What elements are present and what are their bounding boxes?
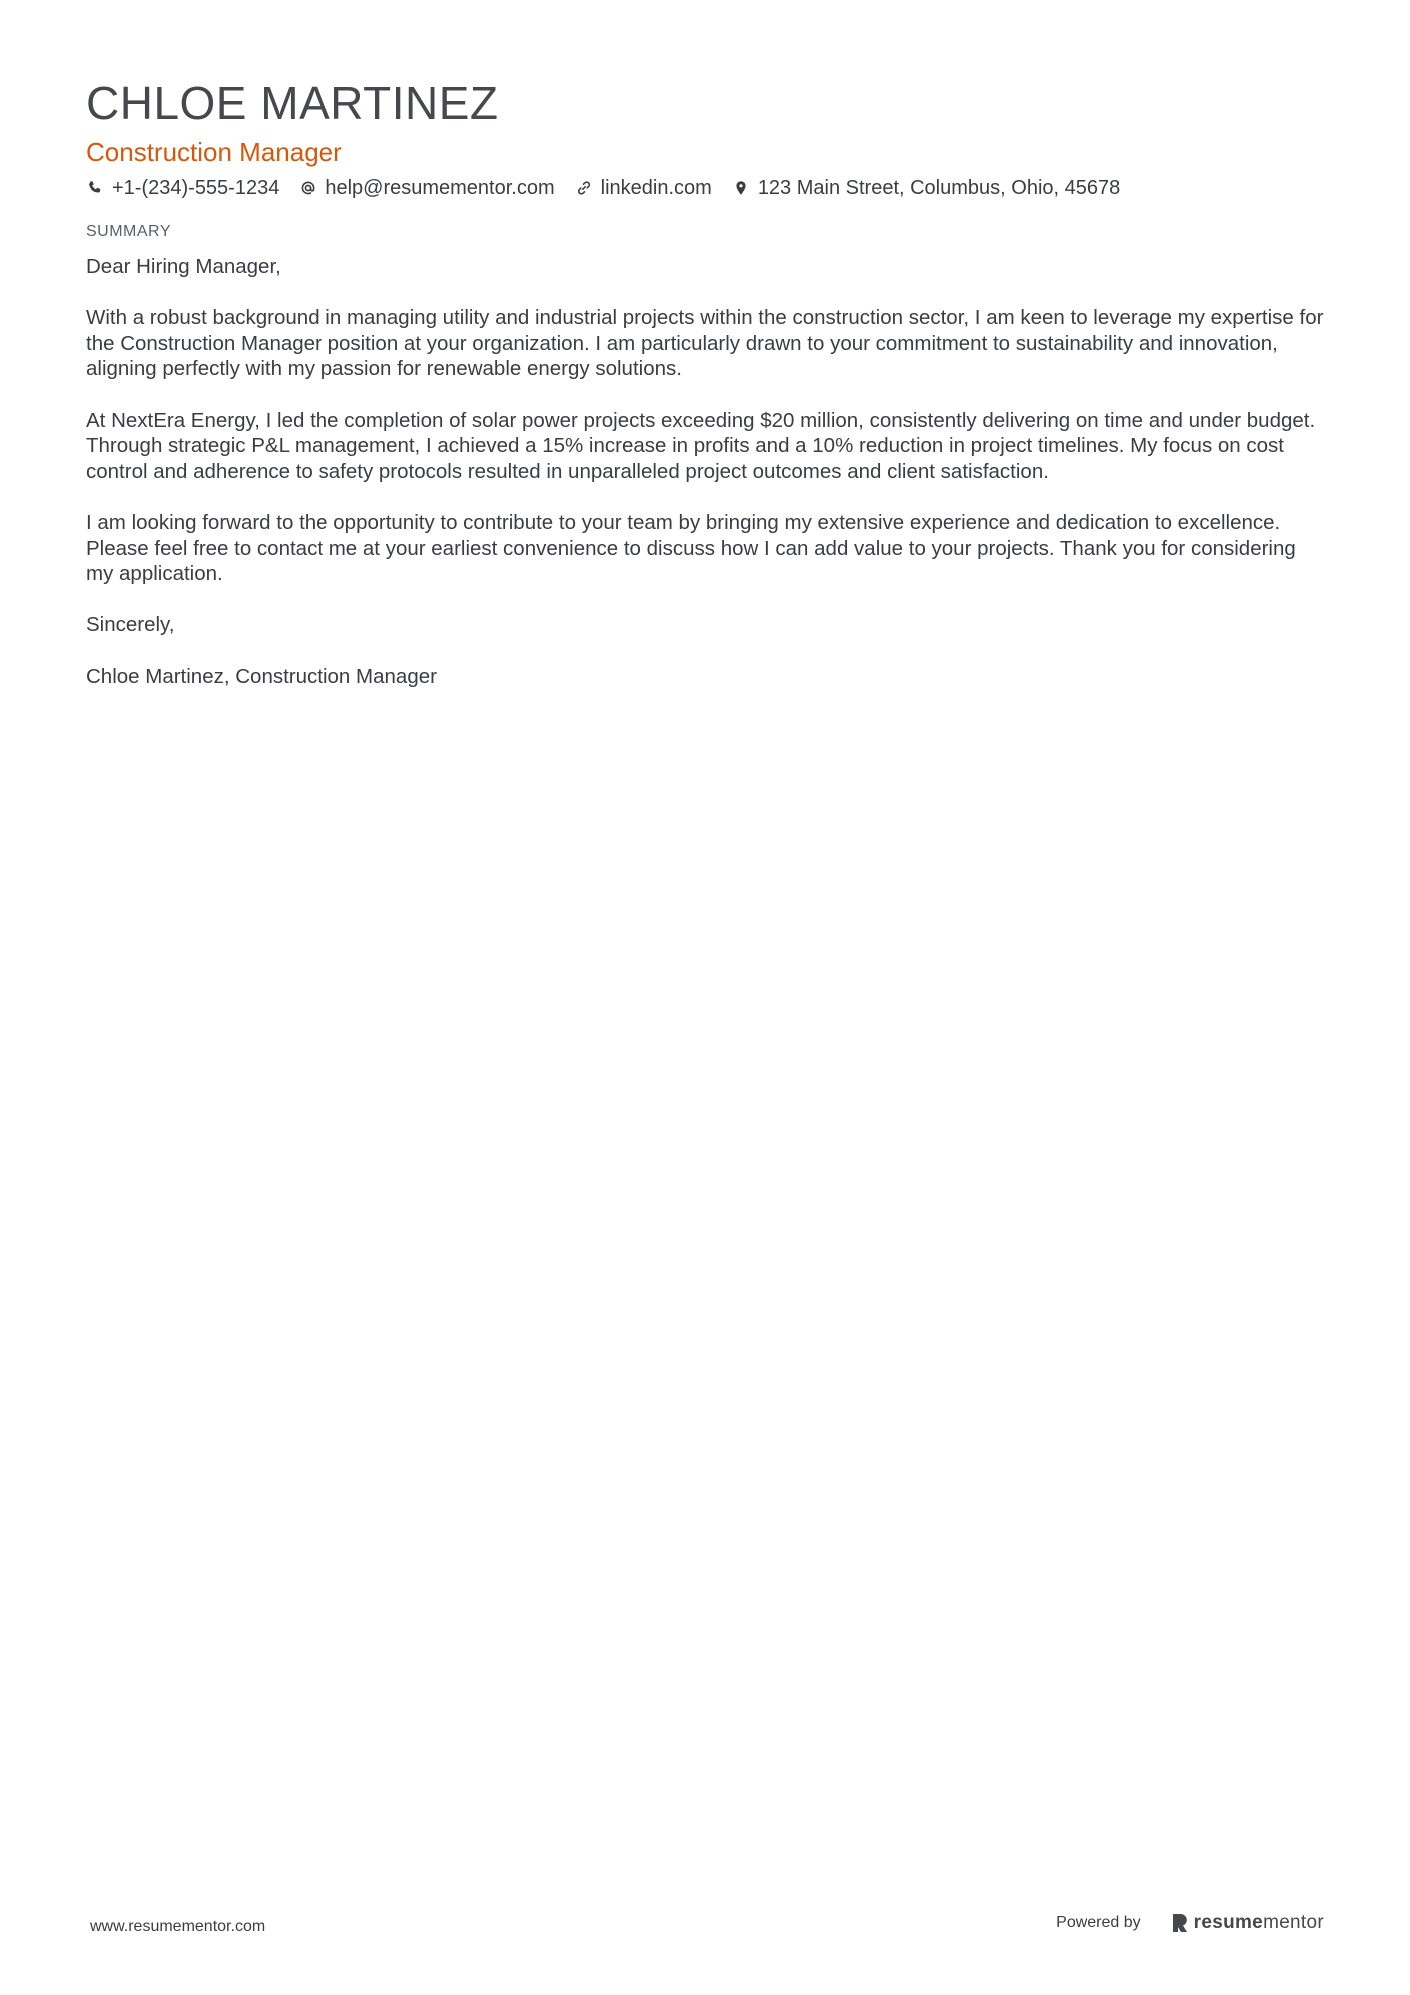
- summary-section: [86, 222, 1324, 715]
- powered-by-label: Powered by: [1056, 1914, 1141, 1931]
- brand-name-rest: mentor: [1263, 1912, 1324, 1933]
- candidate-role: Construction Manager: [86, 137, 342, 167]
- address-text: 123 Main Street, Columbus, Ohio, 45678: [757, 177, 1121, 199]
- email-text: help@resumementor.com: [325, 177, 555, 199]
- candidate-name: CHLOE MARTINEZ: [86, 77, 499, 129]
- location-pin-icon: [732, 179, 750, 197]
- contact-email[interactable]: [299, 174, 554, 202]
- resumementor-logo-icon: [1171, 1912, 1189, 1934]
- contact-address: [732, 174, 1120, 202]
- letter-paragraph: At NextEra Energy, I led the completion of solar power projects exceeding $20 million, consistently delivering on time and under budget. Through strategic P&L management, I achieved a 15% increase in profits and a 10% reduction in project timelines. My focus on cost control and adherence to safety protocols resulted in unparalleled project outcomes and client satisfaction.: [86, 408, 1316, 483]
- closing: Sincerely,: [86, 613, 175, 637]
- salutation: Dear Hiring Manager,: [86, 255, 281, 278]
- brand-logo[interactable]: [1171, 1912, 1324, 1934]
- contact-phone[interactable]: [86, 174, 279, 202]
- section-title: SUMMARY: [86, 223, 171, 240]
- letter-paragraph: With a robust background in managing utility and industrial projects within the construction sector, I am keen to leverage my expertise for the Construction Manager position at your organization. I am particularly drawn to your commitment to sustainability and innovation, aligning perfectly with my passion for renewable energy solutions.: [86, 306, 1324, 381]
- letter-body: [86, 254, 1324, 689]
- letter-paragraph: I am looking forward to the opportunity to contribute to your team by bringing my extensive experience and dedication to excellence. Please feel free to contact me at your earliest convenience to discuss how I can add value to your projects. Thank you for considering my application.: [86, 510, 1296, 586]
- signature: Chloe Martinez, Construction Manager: [86, 664, 437, 688]
- phone-text: +1-(234)-555-1234: [112, 177, 280, 199]
- phone-icon: [86, 179, 104, 197]
- link-icon: [575, 179, 593, 197]
- brand-name-bold: resume: [1193, 1912, 1264, 1933]
- contact-website[interactable]: [575, 174, 712, 202]
- website-text: linkedin.com: [600, 177, 712, 199]
- contact-bar: [86, 174, 1324, 202]
- at-icon: [299, 179, 317, 197]
- footer-branding: [1056, 1912, 1324, 1934]
- header: [86, 76, 1324, 202]
- footer-website[interactable]: www.resumementor.com: [90, 1918, 266, 1935]
